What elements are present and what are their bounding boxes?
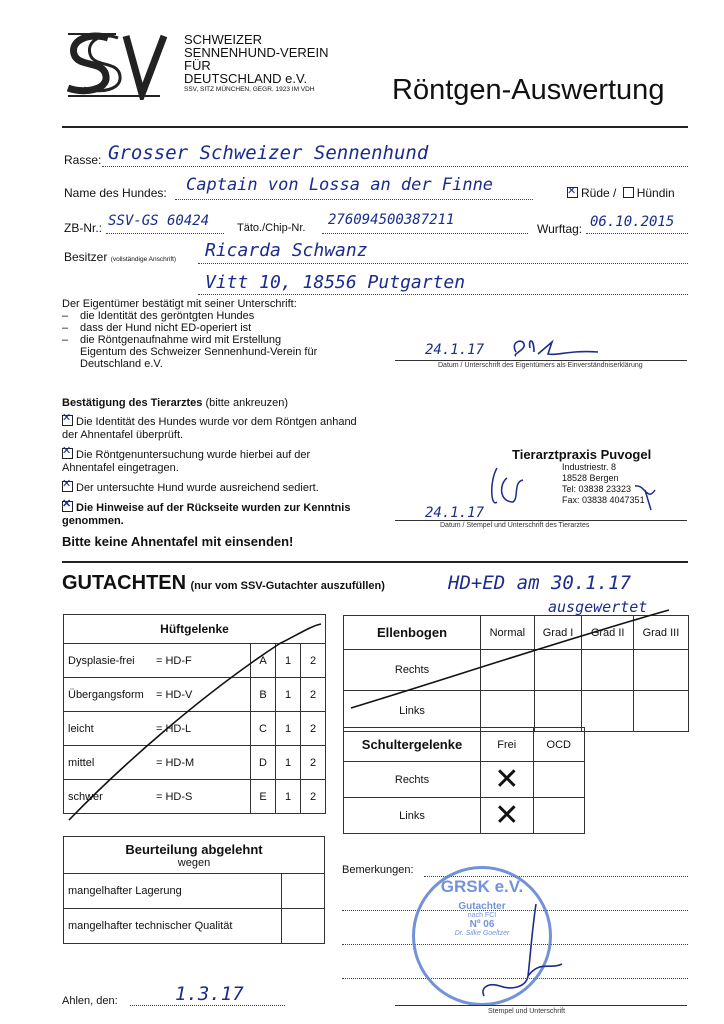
table-row [344, 798, 585, 834]
hips-grade[interactable]: D [251, 746, 276, 780]
hips-label: mittel [64, 746, 153, 780]
org-subline: SSV, SITZ MÜNCHEN, GEGR. 1923 IM VDH [184, 86, 315, 93]
no-pedigree-note: Bitte keine Ahnentafel mit einsenden! [62, 534, 294, 549]
seal-line: Nº 06 [469, 919, 495, 930]
besitzer-line [198, 263, 688, 264]
hips-code: = HD-F [152, 644, 251, 678]
hips-col1[interactable]: 1 [276, 644, 301, 678]
hips-grade[interactable]: A [251, 644, 276, 678]
shoulder-col-header: Frei [481, 728, 534, 762]
seal-line: Gutachter [458, 901, 506, 912]
rejected-checkbox[interactable] [282, 874, 325, 909]
rejected-reason: mangelhafter Lagerung [64, 874, 282, 909]
gutachten-title: GUTACHTEN [62, 572, 187, 594]
ahlen-date: 1.3.17 [175, 983, 244, 1005]
besitzer-label-text: Besitzer [64, 250, 108, 264]
seal-line: Dr. Silke Goeltzer [454, 930, 510, 937]
hips-title: Hüftgelenke [64, 615, 326, 644]
vet-item-text: Die Identität des Hundes wurde vor dem Röntgen anhand der Ahnentafel überprüft. [62, 416, 357, 441]
zb-line [106, 233, 224, 234]
owner-sign-line [395, 360, 687, 361]
org-line: FÜR [184, 58, 211, 73]
besitzer-label [64, 250, 176, 264]
rejected-checkbox[interactable] [282, 909, 325, 944]
gutachten-note: (nur vom SSV-Gutachter auszufüllen) [190, 580, 385, 592]
elbow-col-header: Grad III [633, 616, 688, 650]
hips-col1[interactable]: 1 [276, 746, 301, 780]
ruede-label: Rüde / [581, 186, 617, 200]
rasse-label: Rasse: [64, 153, 102, 167]
ahlen-line [130, 1005, 285, 1006]
shoulder-row-label: Rechts [344, 762, 481, 798]
owner-bullet: – die Röntgenaufnahme wird mit Erstellung Eigentum des Schweizer Sennenhund-Verein für Deutschland e.V. [62, 334, 330, 370]
vet-stamp-line: Tel: 03838 23323 [562, 484, 632, 494]
vet-item-text: Der untersuchte Hund wurde ausreichend sediert. [76, 482, 319, 494]
hips-code: = HD-L [152, 712, 251, 746]
seal-line: nach FCI [467, 912, 497, 919]
vet-caption: Datum / Stempel und Unterschrift des Tierarztes [440, 522, 590, 529]
vet-item[interactable] [62, 501, 362, 528]
zb-label: ZB-Nr.: [64, 221, 102, 235]
hips-col2[interactable]: 2 [301, 780, 326, 814]
hips-grade[interactable]: B [251, 678, 276, 712]
owner-bullet: – dass der Hund nicht ED-operiert ist [62, 322, 362, 334]
shoulder-ocd-cell[interactable] [533, 762, 584, 798]
hips-col1[interactable]: 1 [276, 678, 301, 712]
chip-value: 276094500387211 [328, 212, 455, 228]
owner-date: 24.1.17 [425, 342, 485, 358]
vet-item-text: Die Hinweise auf der Rückseite wurden zur Kenntnis genommen. [62, 502, 351, 527]
vet-stamp-line: Fax: 03838 4047351 [562, 495, 645, 505]
seal-line: GRSK e.V. [440, 877, 524, 896]
name-value: Captain von Lossa an der Finne [186, 175, 494, 195]
vet-checkbox[interactable] [62, 501, 73, 512]
besitzer-sub: (vollständige Anschrift) [110, 256, 177, 263]
shoulder-frei-mark[interactable]: ✕ [481, 798, 534, 834]
hips-label: leicht [64, 712, 153, 746]
elbow-strike-line [343, 600, 689, 715]
rejected-header [64, 837, 325, 874]
vet-sign-line [395, 520, 687, 521]
header-divider [62, 126, 688, 128]
vet-heading [62, 397, 288, 409]
chip-line [322, 233, 528, 234]
chip-label: Täto./Chip-Nr. [237, 222, 306, 234]
hips-strike-line [63, 614, 327, 824]
shoulder-title: Schultergelenke [344, 728, 481, 762]
hips-col2[interactable]: 2 [301, 678, 326, 712]
shoulder-col-header: OCD [533, 728, 584, 762]
hips-code: = HD-S [152, 780, 251, 814]
zb-value: SSV-GS 60424 [108, 213, 210, 229]
elbow-col-header: Normal [481, 616, 535, 650]
rasse-line [102, 166, 688, 167]
wurftag-value: 06.10.2015 [590, 214, 675, 230]
rejected-reason: mangelhafter technischer Qualität [64, 909, 282, 944]
expert-signature [470, 900, 580, 1000]
table-row [344, 762, 585, 798]
vet-heading-text: Bestätigung des Tierarztes [62, 397, 203, 409]
elbow-title: Ellenbogen [344, 616, 481, 650]
vet-checkbox[interactable] [62, 415, 73, 426]
hips-label: Dysplasie-frei [64, 644, 153, 678]
besitzer-address: Vitt 10, 18556 Putgarten [205, 272, 466, 293]
gutachten-heading [62, 572, 385, 595]
name-line [175, 199, 533, 200]
expert-sign-line [395, 1005, 687, 1006]
wurftag-line [586, 233, 688, 234]
ruede-checkbox[interactable] [567, 187, 578, 198]
bemerkungen-label: Bemerkungen: [342, 864, 414, 876]
expert-sign-caption: Stempel und Unterschrift [488, 1008, 566, 1015]
hips-col2[interactable]: 2 [301, 712, 326, 746]
vet-signature [485, 462, 661, 514]
gutachten-handwritten-2: ausgewertet [548, 598, 648, 616]
rejected-sub: wegen [177, 856, 211, 869]
sex-selector[interactable] [567, 186, 675, 200]
hips-col2[interactable]: 2 [301, 746, 326, 780]
elbow-col-header: Grad I [534, 616, 582, 650]
vet-item[interactable] [62, 415, 362, 442]
name-label: Name des Hundes: [64, 186, 167, 200]
vet-heading-note: (bitte ankreuzen) [205, 397, 289, 409]
huendin-checkbox[interactable] [623, 187, 634, 198]
vet-stamp-line: 18528 Bergen [562, 473, 619, 483]
besitzer-name: Ricarda Schwanz [205, 240, 368, 261]
vet-checkbox[interactable] [62, 481, 73, 492]
hips-code: = HD-M [152, 746, 251, 780]
table-row [64, 909, 325, 944]
vet-date: 24.1.17 [425, 505, 485, 521]
elbow-row-label: Rechts [344, 650, 481, 691]
wurftag-label: Wurftag: [537, 222, 583, 236]
ssv-logo [60, 28, 168, 100]
shoulder-row-label: Links [344, 798, 481, 834]
org-name [184, 33, 328, 95]
rejected-table [63, 836, 325, 944]
vet-stamp-title: Tierarztpraxis Puvogel [512, 447, 652, 462]
page-title: Röntgen-Auswertung [392, 74, 665, 106]
shoulder-frei-mark[interactable]: ✕ [481, 762, 534, 798]
org-line: SENNENHUND-VEREIN [184, 45, 329, 60]
hips-label: Übergangsform [64, 678, 153, 712]
hips-col1[interactable]: 1 [276, 780, 301, 814]
elbow-col-header: Grad II [582, 616, 633, 650]
vet-checkbox[interactable] [62, 448, 73, 459]
owner-bullet: – die Identität des geröntgten Hundes [62, 310, 362, 322]
vet-checklist [62, 415, 362, 528]
vet-stamp-line: Industriestr. 8 [562, 462, 617, 472]
vet-item[interactable] [62, 448, 362, 475]
org-line: DEUTSCHLAND e.V. [184, 71, 308, 86]
vet-item[interactable] [62, 481, 362, 495]
owner-caption: Datum / Unterschrift des Eigentümers als Einverständniserklärung [438, 362, 643, 369]
hips-grade[interactable]: E [251, 780, 276, 814]
address-line [198, 294, 688, 295]
hips-grade[interactable]: C [251, 712, 276, 746]
huendin-label: Hündin [636, 186, 675, 200]
rasse-value: Grosser Schweizer Sennenhund [108, 142, 429, 164]
owner-intro: Der Eigentümer bestätigt mit seiner Unterschrift: [62, 298, 297, 310]
hips-col1[interactable]: 1 [276, 712, 301, 746]
table-row [64, 874, 325, 909]
shoulder-table [343, 727, 585, 834]
hips-col2[interactable]: 2 [301, 644, 326, 678]
shoulder-ocd-cell[interactable] [533, 798, 584, 834]
owner-confirmation [62, 298, 362, 370]
elbow-row-label: Links [344, 691, 481, 732]
ahlen-label: Ahlen, den: [62, 995, 118, 1007]
section-divider [62, 561, 688, 563]
owner-signature [508, 334, 600, 360]
gutachten-handwritten-1: HD+ED am 30.1.17 [448, 572, 632, 594]
vet-item-text: Die Röntgenuntersuchung wurde hierbei auf der Ahnentafel eingetragen. [62, 449, 311, 474]
rejected-title: Beurteilung abgelehnt [125, 841, 263, 857]
hips-label: schwer [64, 780, 153, 814]
org-line: SCHWEIZER [184, 32, 262, 47]
hips-code: = HD-V [152, 678, 251, 712]
